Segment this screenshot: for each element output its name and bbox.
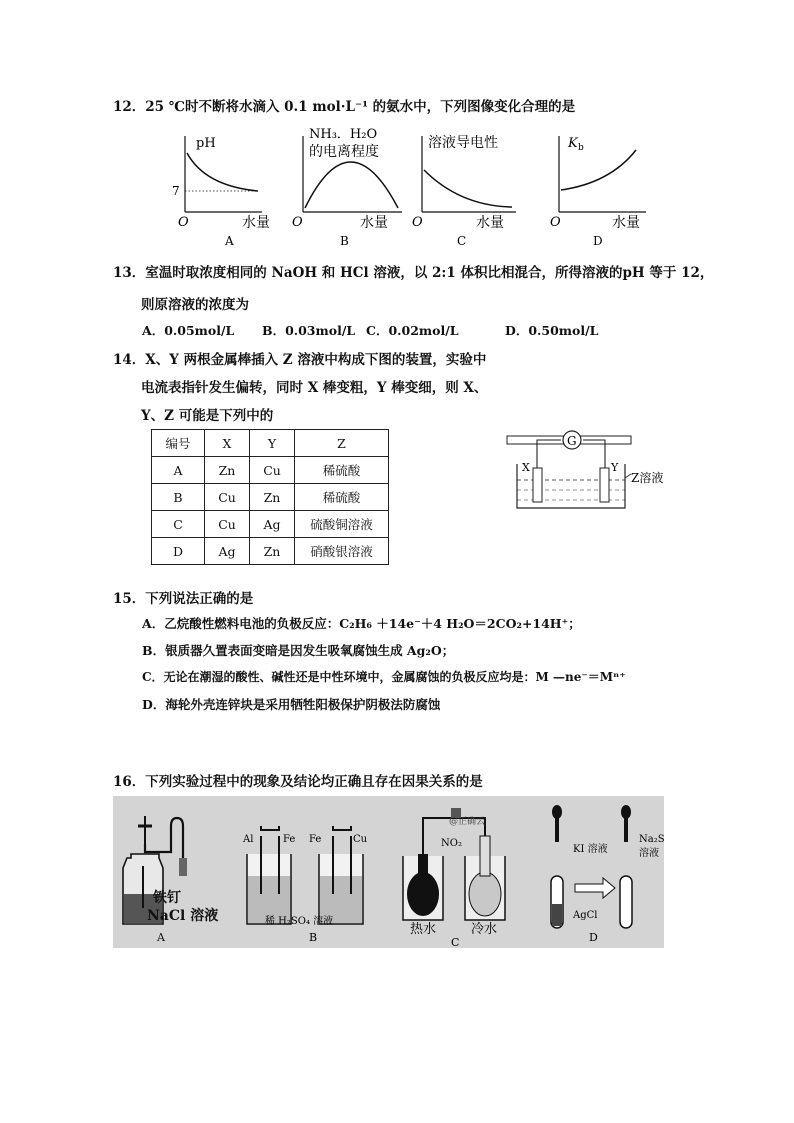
graph-d-curve xyxy=(561,150,636,190)
q13-stem: 13．室温时取浓度相同的 NaOH 和 HCl 溶液，以 2:1 体积比相混合，所得溶液的pH 等于 12， xyxy=(113,265,714,281)
graph-b-ylabel2: 的电离程度 xyxy=(309,144,379,160)
table-cell: 硫酸铜溶液 xyxy=(295,511,389,538)
solution-h2so4: 稀 H₂SO₄ 溶液 xyxy=(265,916,334,927)
q15-option-b: B．银质器久置表面变暗是因发生吸氧腐蚀生成 Ag₂O； xyxy=(142,643,455,658)
graph-b-ylabel1: NH₃．H₂O xyxy=(309,128,378,142)
panel-d-letter: D xyxy=(589,931,598,944)
q16-experiment-panel xyxy=(113,796,664,948)
q16-stem: 16．下列实验过程中的现象及结论均正确且存在因果关系的是 xyxy=(113,774,483,790)
label-cold-water: 冷水 xyxy=(471,922,498,937)
metal-cu: Cu xyxy=(353,834,368,845)
metal-fe-2: Fe xyxy=(309,834,322,845)
q15-stem: 15．下列说法正确的是 xyxy=(113,591,254,607)
table-header-cell: Y xyxy=(250,430,295,457)
graph-b-letter: B xyxy=(340,234,349,248)
graph-a-xlabel: 水量 xyxy=(242,215,270,231)
watermark: @正确云 xyxy=(449,817,486,827)
table-header-cell: Z xyxy=(295,430,389,457)
table-row xyxy=(152,457,389,484)
q14-table xyxy=(151,429,389,565)
electrode-x xyxy=(533,468,542,502)
table-cell: C xyxy=(152,511,205,538)
table-cell: Zn xyxy=(250,538,295,565)
graph-a-ylabel: pH xyxy=(196,136,216,151)
graph-c-letter: C xyxy=(457,234,467,248)
reagent-na2s-solution: 溶液 xyxy=(639,848,659,859)
table-cell: Ag xyxy=(205,538,250,565)
graph-b xyxy=(292,128,402,248)
graph-d-origin: O xyxy=(550,215,561,230)
table-row xyxy=(152,538,389,565)
graph-c-xlabel: 水量 xyxy=(476,215,504,231)
table-cell: B xyxy=(152,484,205,511)
q14-line-2: 电流表指针发生偏转，同时 X 棒变粗，Y 棒变细，则 X、 xyxy=(141,380,488,396)
metal-al: Al xyxy=(243,834,254,845)
meter-label: G xyxy=(567,434,577,448)
reagent-na2s: Na₂S xyxy=(639,834,664,845)
table-header-row xyxy=(152,430,389,457)
galvanic-cell-diagram xyxy=(505,426,680,514)
dropper-ki xyxy=(552,805,562,819)
q14-line-1: 14．X、Y 两根金属棒插入 Z 溶液中构成下图的装置，实验中 xyxy=(113,352,487,368)
table-header-cell: 编号 xyxy=(152,430,205,457)
graph-a-origin: O xyxy=(178,215,189,230)
metal-fe-1: Fe xyxy=(283,834,296,845)
q13-option-d: D．0.50mol/L xyxy=(505,323,599,338)
table-cell: A xyxy=(152,457,205,484)
flask-cold xyxy=(469,872,501,916)
arrow-icon xyxy=(575,878,615,898)
graph-d-xlabel: 水量 xyxy=(612,215,640,231)
apparatus-c xyxy=(403,808,505,948)
table-cell: Ag xyxy=(250,511,295,538)
q13-stem-2: 则原溶液的浓度为 xyxy=(141,297,249,313)
panel-c-letter: C xyxy=(451,936,460,948)
graph-c xyxy=(412,134,516,248)
table-cell: 稀硫酸 xyxy=(295,484,389,511)
table-cell: Zn xyxy=(250,484,295,511)
gas-no2: NO₂ xyxy=(441,838,462,849)
graph-d-letter: D xyxy=(593,234,603,248)
q13-option-b: B．0.03mol/L xyxy=(262,323,356,338)
electrode-y-label: Y xyxy=(611,461,619,474)
graph-c-origin: O xyxy=(412,215,423,230)
table-cell: Zn xyxy=(205,457,250,484)
graph-c-curve xyxy=(424,170,512,207)
q16-experiments-svg xyxy=(113,796,664,948)
label-hot-water: 热水 xyxy=(410,922,437,937)
apparatus-d xyxy=(551,805,664,944)
q12-stem: 12．25 ℃时不断将水滴入 0.1 mol·L⁻¹ 的氨水中，下列图像变化合理的是 xyxy=(113,99,576,115)
solution-label: Z溶液 xyxy=(631,471,664,485)
table-cell: D xyxy=(152,538,205,565)
table-cell: 稀硫酸 xyxy=(295,457,389,484)
panel-a-letter: A xyxy=(157,931,165,944)
table-cell: 硝酸银溶液 xyxy=(295,538,389,565)
graph-d-ylabel: K xyxy=(568,136,578,151)
reagent-ki: KI 溶液 xyxy=(573,844,608,855)
table-row xyxy=(152,511,389,538)
electrode-x-label: X xyxy=(522,461,530,474)
graph-d xyxy=(550,136,646,248)
graph-b-xlabel: 水量 xyxy=(360,215,388,231)
table-header-cell: X xyxy=(205,430,250,457)
graph-b-origin: O xyxy=(292,215,303,230)
q14-line-3: Y、Z 可能是下列中的 xyxy=(141,408,274,424)
solid-agcl: AgCl xyxy=(573,910,598,921)
q15-option-c: C．无论在潮湿的酸性、碱性还是中性环境中，金属腐蚀的负极反应均是：M —ne⁻＝Mⁿ⁺ xyxy=(142,670,626,684)
graph-b-curve xyxy=(305,162,398,208)
graph-a-letter: A xyxy=(225,234,234,248)
flask-hot xyxy=(407,872,439,916)
dropper-na2s xyxy=(621,805,631,819)
graph-a xyxy=(172,136,270,248)
table-cell: Cu xyxy=(205,511,250,538)
panel-b-letter: B xyxy=(309,931,318,944)
q15-option-d: D．海轮外壳连锌块是采用牺牲阳极保护阴极法防腐蚀 xyxy=(142,697,441,712)
table-row xyxy=(152,484,389,511)
apparatus-b xyxy=(242,826,368,944)
graph-c-ylabel: 溶液导电性 xyxy=(428,135,498,151)
q13-option-c: C．0.02mol/L xyxy=(366,323,459,338)
graph-a-curve xyxy=(187,153,258,191)
label-nacl: NaCl 溶液 xyxy=(147,908,219,924)
q13-option-a: A．0.05mol/L xyxy=(142,323,235,338)
label-iron-nail: 铁钉 xyxy=(153,890,181,906)
table-cell: Cu xyxy=(205,484,250,511)
q15-option-a: A．乙烷酸性燃料电池的负极反应：C₂H₆ ＋14e⁻＋4 H₂O＝2CO₂+14H⁺； xyxy=(142,616,581,631)
apparatus-a xyxy=(123,816,218,944)
q12-graphs xyxy=(170,128,690,250)
electrode-y xyxy=(600,468,609,502)
table-cell: Cu xyxy=(250,457,295,484)
graph-d-ysub: b xyxy=(578,143,584,153)
test-tube-2 xyxy=(620,876,632,928)
graph-a-mark: 7 xyxy=(172,184,180,198)
